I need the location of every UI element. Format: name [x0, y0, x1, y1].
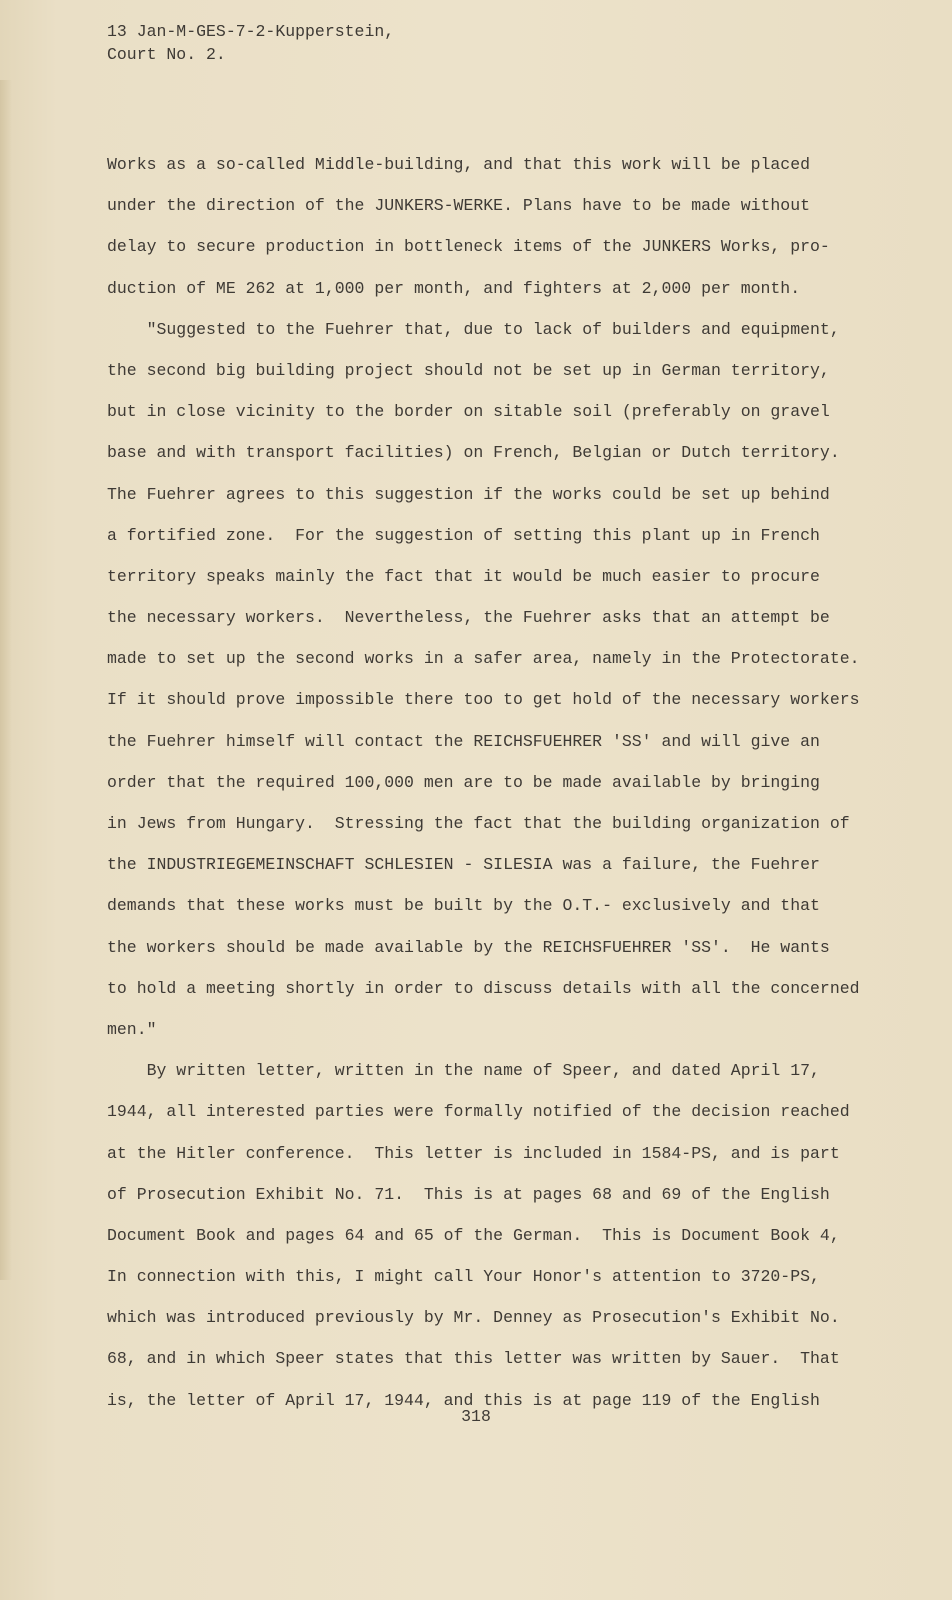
text-line: made to set up the second works in a safer area, namely in the Protectorate.: [107, 649, 860, 669]
text-line: the workers should be made available by the REICHSFUEHRER 'SS'. He wants: [107, 937, 830, 957]
text-line: which was introduced previously by Mr. Denney as Prosecution's Exhibit No.: [107, 1308, 840, 1328]
text-line: at the Hitler conference. This letter is included in 1584-PS, and is part: [107, 1143, 840, 1163]
text-line: in Jews from Hungary. Stressing the fact that the building organization of: [107, 814, 850, 833]
text-line: but in close vicinity to the border on sitable soil (preferably on gravel: [107, 402, 830, 422]
text-line: the necessary workers. Nevertheless, the Fuehrer asks that an attempt be: [107, 608, 830, 628]
text-line: The Fuehrer agrees to this suggestion if the works could be set up behind: [107, 484, 830, 504]
text-line: of Prosecution Exhibit No. 71. This is at pages 68 and 69 of the English: [107, 1184, 830, 1204]
text-line: 68, and in which Speer states that this letter was written by Sauer. That: [107, 1349, 840, 1369]
text-line: men.": [107, 1019, 157, 1039]
text-line: to hold a meeting shortly in order to discuss details with all the concerned: [107, 978, 860, 998]
text-line: is, the letter of April 17, 1944, and this is at page 119 of the English: [107, 1390, 820, 1410]
header-line-2: Court No. 2.: [107, 45, 226, 64]
text-line: base and with transport facilities) on French, Belgian or Dutch territory.: [107, 443, 840, 463]
text-line: under the direction of the JUNKERS-WERKE. Plans have to be made without: [107, 196, 811, 216]
text-line: a fortified zone. For the suggestion of setting this plant up in French: [107, 525, 820, 545]
text-line: duction of ME 262 at 1,000 per month, and fighters at 2,000 per month.: [107, 278, 801, 298]
text-line: the second big building project should not be set up in German territory,: [107, 360, 830, 380]
text-line: "Suggested to the Fuehrer that, due to lack of builders and equipment,: [107, 319, 840, 339]
header-line-1: 13 Jan-M-GES-7-2-Kupperstein,: [107, 22, 395, 41]
text-line: Works as a so-called Middle-building, and that this work will be placed: [107, 155, 811, 174]
text-line: demands that these works must be built by the O.T.- exclusively and that: [107, 896, 820, 916]
page-number: 318: [461, 1407, 491, 1426]
text-line: territory speaks mainly the fact that it would be much easier to procure: [107, 566, 820, 586]
text-line: If it should prove impossible there too to get hold of the necessary workers: [107, 690, 860, 710]
document-body: [107, 144, 887, 1421]
text-line: the Fuehrer himself will contact the REICHSFUEHRER 'SS' and will give an: [107, 731, 820, 751]
text-line: delay to secure production in bottleneck items of the JUNKERS Works, pro-: [107, 237, 830, 257]
paper-edge: [0, 80, 12, 1280]
text-line: By written letter, written in the name of Speer, and dated April 17,: [107, 1061, 820, 1081]
text-line: the INDUSTRIEGEMEINSCHAFT SCHLESIEN - SILESIA was a failure, the Fuehrer: [107, 855, 820, 875]
text-line: order that the required 100,000 men are to be made available by bringing: [107, 772, 820, 792]
text-line: 1944, all interested parties were formally notified of the decision reached: [107, 1102, 850, 1122]
document-header: [107, 20, 394, 66]
text-line: In connection with this, I might call Your Honor's attention to 3720-PS,: [107, 1267, 820, 1287]
text-line: Document Book and pages 64 and 65 of the German. This is Document Book 4,: [107, 1225, 840, 1245]
